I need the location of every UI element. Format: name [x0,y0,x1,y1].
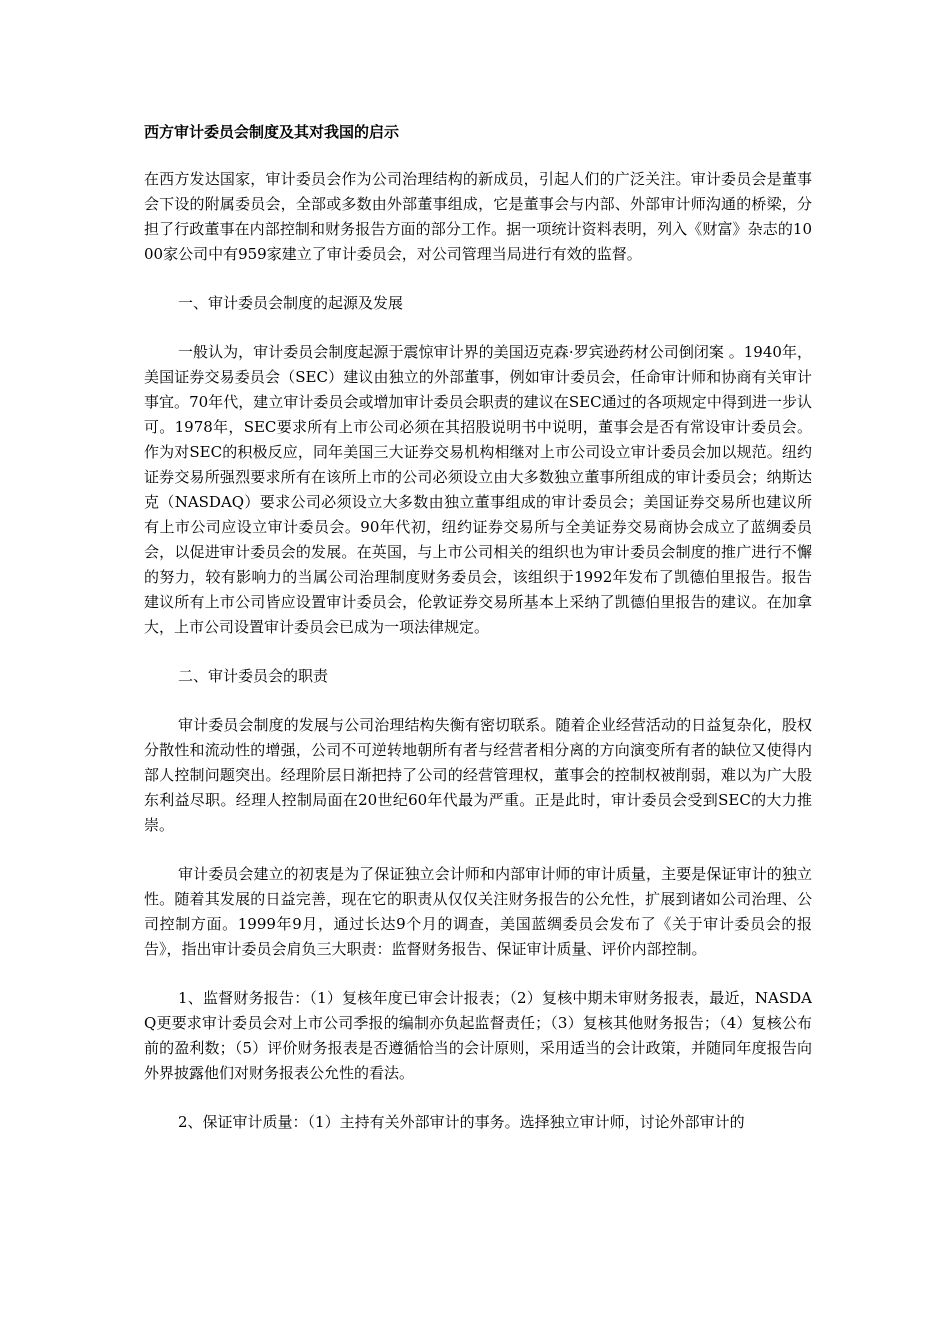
intro-paragraph: 在西方发达国家，审计委员会作为公司治理结构的新成员，引起人们的广泛关注。审计委员会是董事会下设的附属委员会，全部或多数由外部董事组成，它是董事会与内部、外部审计师沟通的桥梁，分担了行政董事在内部控制和财务报告方面的部分工作。据一项统计资料表明，列入《财富》杂志的1000家公司中有959家建立了审计委员会，对公司管理当局进行有效的监督。 [144,170,812,263]
duty-2-paragraph: 2、保证审计质量：（1）主持有关外部审计的事务。选择独立审计师，讨论外部审计的 [178,1113,745,1131]
section2-heading: 二、审计委员会的职责 [178,667,329,685]
section1-paragraph: 一般认为，审计委员会制度起源于震惊审计界的美国迈克森·罗宾逊药材公司倒闭案 。1940年，美国证券交易委员会（SEC）建议由独立的外部董事，例如审计委员会，任命审计师和协商有关审计事宜。70年代，建立审计委员会或增加审计委员会职责的建议在SEC通过的各项规定中得到进一步认可。1978年，SEC要求所有上市公司必须在其招股说明书中说明，董事会是否有常设审计委员会。作为对SEC的积极反应，同年美国三大证券交易机构相继对上市公司设立审计委员会加以规范。纽约证券交易所强烈要求所有在该所上市的公司必须设立由大多数独立董事所组成的审计委员会；纳斯达克（NASDAQ）要求公司必须设立大多数由独立董事组成的审计委员会；美国证券交易所也建议所有上市公司应设立审计委员会。90年代初，纽约证券交易所与全美证券交易商协会成立了蓝绸委员会，以促进审计委员会的发展。在英国，与上市公司相关的组织也为审计委员会制度的推广进行不懈的努力，较有影响力的当属公司治理制度财务委员会，该组织于1992年发布了凯德伯里报告。报告建议所有上市公司皆应设置审计委员会，伦敦证券交易所基本上采纳了凯德伯里报告的建议。在加拿大，上市公司设置审计委员会已成为一项法律规定。 [144,343,812,636]
document-title: 西方审计委员会制度及其对我国的启示 [144,123,400,141]
section2-paragraph-2: 审计委员会建立的初衷是为了保证独立会计师和内部审计师的审计质量，主要是保证审计的独立性。随着其发展的日益完善，现在它的职责从仅仅关注财务报告的公允性，扩展到诸如公司治理、公司控制方面。1999年9月，通过长达9个月的调查，美国蓝绸委员会发布了《关于审计委员会的报告》，指出审计委员会肩负三大职责：监督财务报告、保证审计质量、评价内部控制。 [144,865,812,958]
section1-heading: 一、审计委员会制度的起源及发展 [178,294,404,312]
duty-1-paragraph: 1、监督财务报告：（1）复核年度已审会计报表；（2）复核中期未审财务报表，最近，NASDAQ更要求审计委员会对上市公司季报的编制亦负起监督责任；（3）复核其他财务报告；（4）复核公布前的盈利数；（5）评价财务报表是否遵循恰当的会计原则，采用适当的会计政策，并随同年度报告向外界披露他们对财务报表公允性的看法。 [144,989,812,1082]
document-page [144,120,812,1159]
section2-paragraph-1: 审计委员会制度的发展与公司治理结构失衡有密切联系。随着企业经营活动的日益复杂化，股权分散性和流动性的增强，公司不可逆转地朝所有者与经营者相分离的方向演变所有者的缺位又使得内部人控制问题突出。经理阶层日渐把持了公司的经营管理权，董事会的控制权被削弱，难以为广大股东利益尽职。经理人控制局面在20世纪60年代最为严重。正是此时，审计委员会受到SEC的大力推崇。 [144,716,812,834]
